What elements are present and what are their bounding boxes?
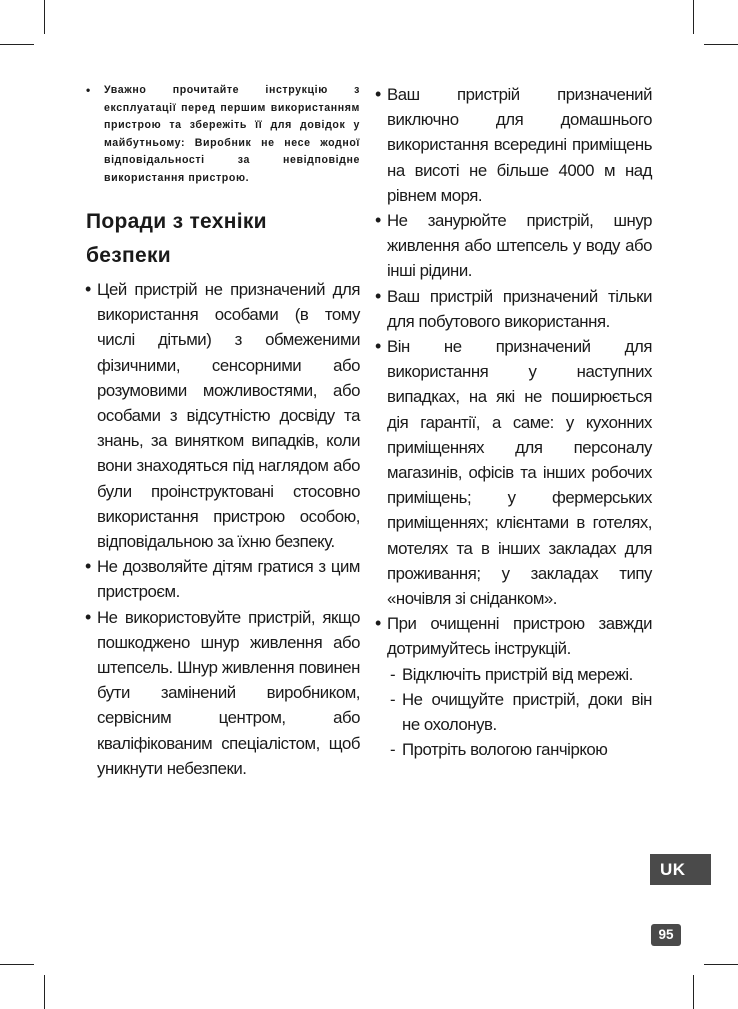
- list-item: • При очищенні пристрою завжди дотримуйтесь інструкцій.: [376, 611, 652, 661]
- crop-mark: [704, 964, 738, 965]
- crop-mark: [693, 975, 694, 1009]
- crop-mark: [0, 44, 34, 45]
- crop-mark: [0, 964, 34, 965]
- list-item: • Не дозволяйте дітям гратися з цим пристроєм.: [86, 554, 360, 604]
- list-item: - Не очищуйте пристрій, доки він не охолонув.: [390, 687, 652, 737]
- crop-mark: [704, 44, 738, 45]
- list-item: • Він не призначений для використання у наступних випадках, на які не поширюється дія гарантії, а саме: у кухонних приміщеннях для персоналу магазинів, офісів та інших робочих приміщень; у фермерських приміщеннях; клієнтами в готелях, мотелях та в інших закладах для проживання; у закладах типу «ночівля зі сніданком».: [376, 334, 652, 611]
- intro-item: • Уважно прочитайте інструкцію з експлуатації перед першим використанням пристрою та збережіть її для довідок у майбутньому: Виробник не несе жодної відповідальності за невідповідне використання пристрою.: [86, 82, 360, 187]
- language-tab: UK: [650, 854, 711, 885]
- right-column: [376, 82, 652, 762]
- left-column: [86, 82, 360, 781]
- crop-mark: [44, 975, 45, 1009]
- list-item: • Ваш пристрій призначений виключно для домашнього використання всередині приміщень на висоті не більше 4000 м над рівнем моря.: [376, 82, 652, 208]
- intro-list: [86, 82, 360, 187]
- safety-list-right: [376, 82, 652, 662]
- page-number: 95: [651, 924, 681, 946]
- list-item: - Протріть вологою ганчіркою: [390, 737, 652, 762]
- cleaning-steps: [376, 662, 652, 763]
- crop-mark: [693, 0, 694, 34]
- list-item: • Цей пристрій не призначений для використання особами (в тому числі дітьми) з обмеженими фізичними, сенсорними або розумовими можливостями, або особами з відсутністю досвіду та знань, за винятком випадків, коли вони знаходяться під наглядом або були проінструктовані стосовно використання пристрою особою, відповідальною за їхню безпеку.: [86, 277, 360, 554]
- crop-mark: [44, 0, 45, 34]
- list-item: • Не використовуйте пристрій, якщо пошкоджено шнур живлення або штепсель. Шнур живлення повинен бути замінений виробником, сервісним центром, або кваліфікованим спеціалістом, щоб уникнути небезпеки.: [86, 605, 360, 781]
- safety-list-left: [86, 277, 360, 781]
- list-item: • Не занурюйте пристрій, шнур живлення або штепсель у воду або інші рідини.: [376, 208, 652, 284]
- list-item: - Відключіть пристрій від мережі.: [390, 662, 652, 687]
- section-title: Поради з техніки безпеки: [86, 210, 267, 267]
- list-item: • Ваш пристрій призначений тільки для побутового використання.: [376, 284, 652, 334]
